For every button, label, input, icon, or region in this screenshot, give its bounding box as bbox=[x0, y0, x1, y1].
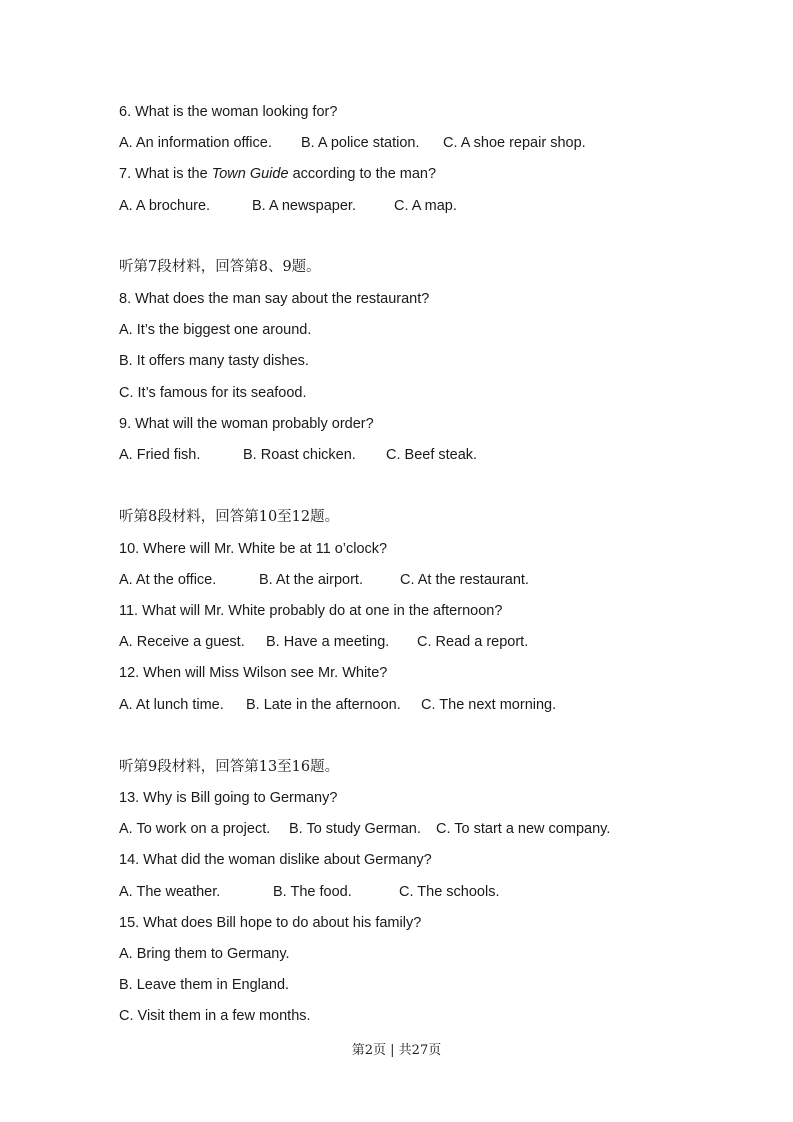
section-9-heading: 听第9段材料，回答第13至16题。 bbox=[119, 759, 340, 775]
q9-option-b: B. Roast chicken. bbox=[243, 447, 356, 463]
q12-option-b: B. Late in the afternoon. bbox=[246, 697, 401, 713]
question-14: 14. What did the woman dislike about Germany? bbox=[119, 852, 432, 868]
q13-option-c: C. To start a new company. bbox=[436, 821, 611, 837]
q8-option-c: C. It’s famous for its seafood. bbox=[119, 385, 307, 401]
q7-option-c: C. A map. bbox=[394, 198, 457, 214]
section-7-heading: 听第7段材料，回答第8、9题。 bbox=[119, 259, 321, 275]
question-8: 8. What does the man say about the restaurant? bbox=[119, 291, 430, 307]
question-6: 6. What is the woman looking for? bbox=[119, 104, 338, 120]
question-7-title: Town Guide bbox=[211, 166, 289, 182]
q12-option-a: A. At lunch time. bbox=[119, 697, 224, 713]
question-7-suffix: according to the man? bbox=[288, 166, 437, 182]
q10-option-c: C. At the restaurant. bbox=[400, 572, 529, 588]
q13-option-b: B. To study German. bbox=[289, 821, 421, 837]
question-10: 10. Where will Mr. White be at 11 o’clock? bbox=[119, 541, 388, 557]
q8-option-a: A. It’s the biggest one around. bbox=[119, 322, 312, 338]
page-footer: 第2页 | 共27页 bbox=[351, 1043, 442, 1058]
q14-option-b: B. The food. bbox=[273, 884, 352, 900]
q10-option-a: A. At the office. bbox=[119, 572, 217, 588]
question-7 bbox=[119, 165, 436, 183]
q14-option-c: C. The schools. bbox=[399, 884, 500, 900]
question-15: 15. What does Bill hope to do about his family? bbox=[119, 915, 422, 931]
question-7-prefix: 7. What is the bbox=[119, 166, 212, 182]
section-8-heading: 听第8段材料，回答第10至12题。 bbox=[119, 509, 340, 525]
question-13: 13. Why is Bill going to Germany? bbox=[119, 790, 338, 806]
q9-option-c: C. Beef steak. bbox=[386, 447, 478, 463]
q12-option-c: C. The next morning. bbox=[421, 697, 557, 713]
q15-option-c: C. Visit them in a few months. bbox=[119, 1008, 311, 1024]
question-11: 11. What will Mr. White probably do at one in the afternoon? bbox=[119, 603, 503, 619]
q8-option-b: B. It offers many tasty dishes. bbox=[119, 353, 309, 369]
q7-option-a: A. A brochure. bbox=[119, 198, 211, 214]
q15-option-a: A. Bring them to Germany. bbox=[119, 946, 290, 962]
question-9: 9. What will the woman probably order? bbox=[119, 416, 374, 432]
q6-option-a: A. An information office. bbox=[119, 135, 272, 151]
q11-option-c: C. Read a report. bbox=[417, 634, 529, 650]
q9-option-a: A. Fried fish. bbox=[119, 447, 201, 463]
q10-option-b: B. At the airport. bbox=[259, 572, 363, 588]
q11-option-b: B. Have a meeting. bbox=[266, 634, 390, 650]
q6-option-b: B. A police station. bbox=[301, 135, 420, 151]
q7-option-b: B. A newspaper. bbox=[252, 198, 356, 214]
q6-option-c: C. A shoe repair shop. bbox=[443, 135, 586, 151]
q13-option-a: A. To work on a project. bbox=[119, 821, 271, 837]
q15-option-b: B. Leave them in England. bbox=[119, 977, 290, 993]
question-12: 12. When will Miss Wilson see Mr. White? bbox=[119, 665, 388, 681]
q14-option-a: A. The weather. bbox=[119, 884, 221, 900]
q11-option-a: A. Receive a guest. bbox=[119, 634, 245, 650]
